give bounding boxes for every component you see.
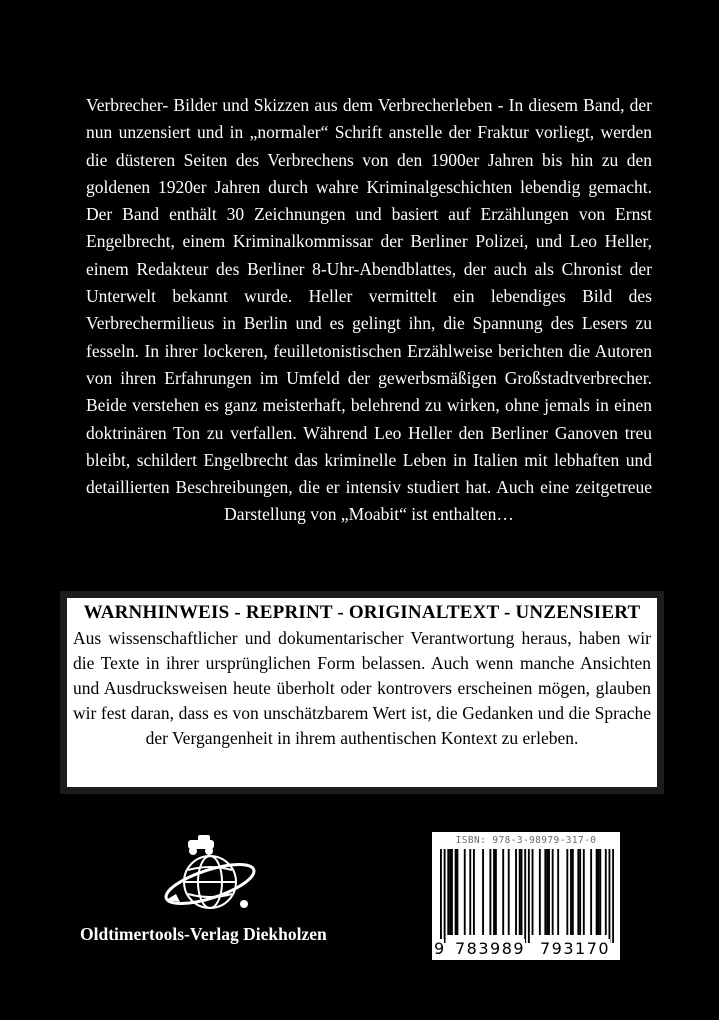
- barcode-bar: [455, 849, 457, 935]
- isbn-label: ISBN: 978-3-98979-317-0: [455, 835, 597, 846]
- barcode-bar: [605, 849, 607, 935]
- barcode-bar: [502, 849, 504, 935]
- barcode-bar: [546, 849, 548, 935]
- barcode-bar: [590, 849, 592, 935]
- barcode-bar: [539, 849, 541, 935]
- barcode-bars: [440, 849, 614, 943]
- barcode-bar: [583, 849, 585, 935]
- barcode-bar: [469, 849, 471, 935]
- barcode-lead-digit: 9: [434, 939, 445, 958]
- isbn-barcode: [432, 832, 620, 960]
- barcode-bar: [447, 849, 449, 935]
- barcode-bar: [544, 849, 546, 935]
- publisher-name: Oldtimertools-Verlag Diekholzen: [80, 924, 327, 944]
- barcode-bar: [493, 849, 495, 935]
- barcode-bar: [515, 849, 517, 935]
- barcode-bar: [444, 849, 446, 943]
- barcode-bar: [519, 849, 521, 935]
- barcode-bar: [440, 849, 442, 943]
- barcode-bar: [548, 849, 550, 935]
- barcode-bar: [495, 849, 497, 935]
- warning-title: WARNHINWEIS - REPRINT - ORIGINALTEXT - UNZENSIERT: [83, 602, 641, 623]
- barcode-bar: [451, 849, 453, 935]
- barcode-bar: [598, 849, 600, 935]
- barcode-bar: [521, 849, 523, 935]
- barcode-bar: [577, 849, 579, 935]
- barcode-bar: [524, 849, 526, 943]
- barcode-bar: [599, 849, 601, 935]
- warning-box: [67, 598, 657, 787]
- barcode-bar: [528, 849, 530, 943]
- barcode-bar: [508, 849, 510, 935]
- barcode-bar: [609, 849, 611, 943]
- barcode-bar: [456, 849, 458, 935]
- barcode-bar: [579, 849, 581, 935]
- back-cover-blurb: Verbrecher- Bilder und Skizzen aus dem Verbrecherleben - In diesem Band, der nun unzensiert und in „normaler“ Schrift anstelle der Fraktur vorliegt, werden die düsteren Seiten des Verbrechens von den 1900er Jahren bis hin zu den goldenen 1920er Jahren durch wahre Kriminalgeschichten lebendig gemacht. Der Band enthält 30 Zeichnungen und basiert auf Erzählungen von Ernst Engelbrecht, einem Kriminalkommissar der Berliner Polizei, und Leo Heller, einem Redakteur des Berliner 8-Uhr-Abendblattes, der auch als Chronist der Unterwelt bekannt wurde. Heller vermittelt ein lebendiges Bild des Verbrechermilieus in Berlin und es gelingt ihn, die Spannung des Lesers zu fesseln. In ihrer lockeren, feuilletonistischen Erzählweise berichten die Autoren von ihren Erfahrungen im Umfeld der gewerbsmäßigen Großstadtverbrecher. Beide verstehen es ganz meisterhaft, belehrend zu wirken, ohne jemals in einen doktrinären Ton zu verfallen. Während Leo Heller den Berliner Ganoven treu bleibt, schildert Engelbrecht das kriminelle Leben in Italien mit lebhaften und detaillierten Beschreibungen, die er intensiv studiert hat. Auch eine zeitgetreue Darstellung von „Moabit“ ist enthalten…: [86, 95, 652, 525]
- barcode-bar: [464, 849, 466, 935]
- barcode-bar: [532, 849, 534, 935]
- barcode-bar: [596, 849, 598, 935]
- barcode-bar: [566, 849, 568, 935]
- barcode-bar: [572, 849, 574, 935]
- barcode-bar: [449, 849, 451, 935]
- barcode-bar: [612, 849, 614, 943]
- barcode-bar: [489, 849, 491, 935]
- warning-text: Aus wissenschaftlicher und dokumentarischer Verantwortung heraus, haben wir die Texte in ihrer ursprünglichen Form belassen. Auch wenn manche Ansichten und Ausdrucksweisen heute überholt oder kontrovers erscheinen mögen, glauben wir fest daran, dass es von unschätzbarem Wert ist, die Gedanken und die Sprache der Vergangenheit in ihrem authentischen Kontext zu erleben.: [73, 628, 651, 748]
- barcode-bar: [473, 849, 475, 935]
- globe-car-logo-icon: [158, 834, 258, 918]
- barcode-right-digits: 793170: [540, 939, 611, 958]
- barcode-left-digits: 783989: [455, 939, 526, 958]
- barcode-bar: [557, 849, 559, 935]
- barcode-bar: [570, 849, 572, 935]
- barcode-bar: [552, 849, 554, 935]
- barcode-bar: [482, 849, 484, 935]
